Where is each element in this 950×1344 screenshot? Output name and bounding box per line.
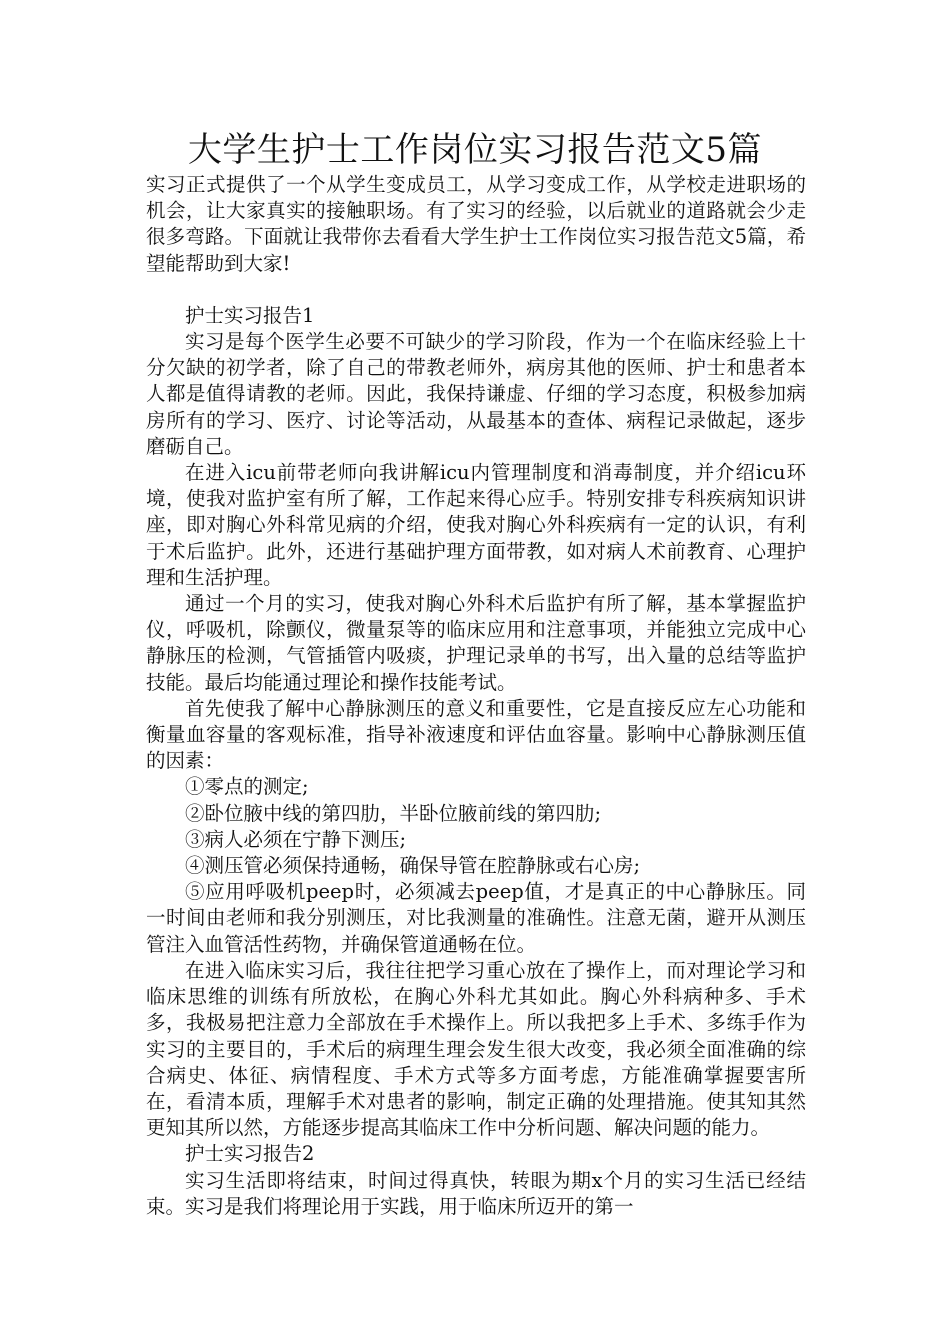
body-paragraph: 实习生活即将结束，时间过得真快，转眼为期x个月的实习生活已经结束。实习是我们将理论用于实践，用于临床所迈开的第一 xyxy=(146,1168,806,1218)
paragraph-gap xyxy=(146,277,806,303)
list-item: ①零点的测定; xyxy=(185,775,309,799)
document-body xyxy=(146,172,806,1220)
body-paragraph: 首先使我了解中心静脉测压的意义和重要性，它是直接反应左心功能和衡量血容量的客观标准，指导补液速度和评估血容量。影响中心静脉测压值的因素： xyxy=(146,696,806,773)
list-item: ④测压管必须保持通畅，确保导管在腔静脉或右心房; xyxy=(185,854,641,878)
list-item: ⑤应用呼吸机peep时，必须减去peep值，才是真正的中心静脉压。同一时间由老师和我分别测压，对比我测量的准确性。注意无菌，避开从测压管注入血管活性药物，并确保管道通畅在位。 xyxy=(146,880,806,956)
section-heading: 护士实习报告2 xyxy=(185,1142,315,1166)
body-paragraph: 在进入临床实习后，我往往把学习重心放在了操作上，而对理论学习和临床思维的训练有所放松，在胸心外科尤其如此。胸心外科病种多、手术多，我极易把注意力全部放在手术操作上。所以我把多上手术、多练手作为实习的主要目的，手术后的病理生理会发生很大改变，我必须全面准确的综合病史、体征、病情程度、手术方式等多方面考虑，方能准确掌握要害所在，看清本质，理解手术对患者的影响，制定正确的处理措施。使其知其然更知其所以然，方能逐步提高其临床工作中分析问题、解决问题的能力。 xyxy=(146,958,806,1140)
intro-paragraph: 实习正式提供了一个从学生变成员工，从学习变成工作，从学校走进职场的机会，让大家真实的接触职场。有了实习的经验，以后就业的道路就会少走很多弯路。下面就让我带你去看看大学生护士工作岗位实习报告范文5篇，希望能帮助到大家! xyxy=(146,173,806,275)
list-item: ③病人必须在宁静下测压; xyxy=(185,827,407,851)
list-item: ②卧位腋中线的第四肋，半卧位腋前线的第四肋; xyxy=(185,801,602,825)
section-heading: 护士实习报告1 xyxy=(185,303,315,327)
document-title: 大学生护士工作岗位实习报告范文5篇 xyxy=(187,130,763,170)
body-paragraph: 在进入icu前带老师向我讲解icu内管理制度和消毒制度，并介绍icu环境，使我对监护室有所了解，工作起来得心应手。特别安排专科疾病知识讲座，即对胸心外科常见病的介绍，使我对胸心外科疾病有一定的认识，有利于术后监护。此外，还进行基础护理方面带教，如对病人术前教育、心理护理和生活护理。 xyxy=(146,461,806,589)
body-paragraph: 实习是每个医学生必要不可缺少的学习阶段，作为一个在临床经验上十分欠缺的初学者，除了自己的带教老师外，病房其他的医师、护士和患者本人都是值得请教的老师。因此，我保持谦虚、仔细的学习态度，积极参加病房所有的学习、医疗、讨论等活动，从最基本的查体、病程记录做起，逐步磨砺自己。 xyxy=(146,330,806,458)
body-paragraph: 通过一个月的实习，使我对胸心外科术后监护有所了解，基本掌握监护仪，呼吸机，除颤仪，微量泵等的临床应用和注意事项，并能独立完成中心静脉压的检测，气管插管内吸痰，护理记录单的书写，出入量的总结等监护技能。最后均能通过理论和操作技能考试。 xyxy=(146,592,806,694)
